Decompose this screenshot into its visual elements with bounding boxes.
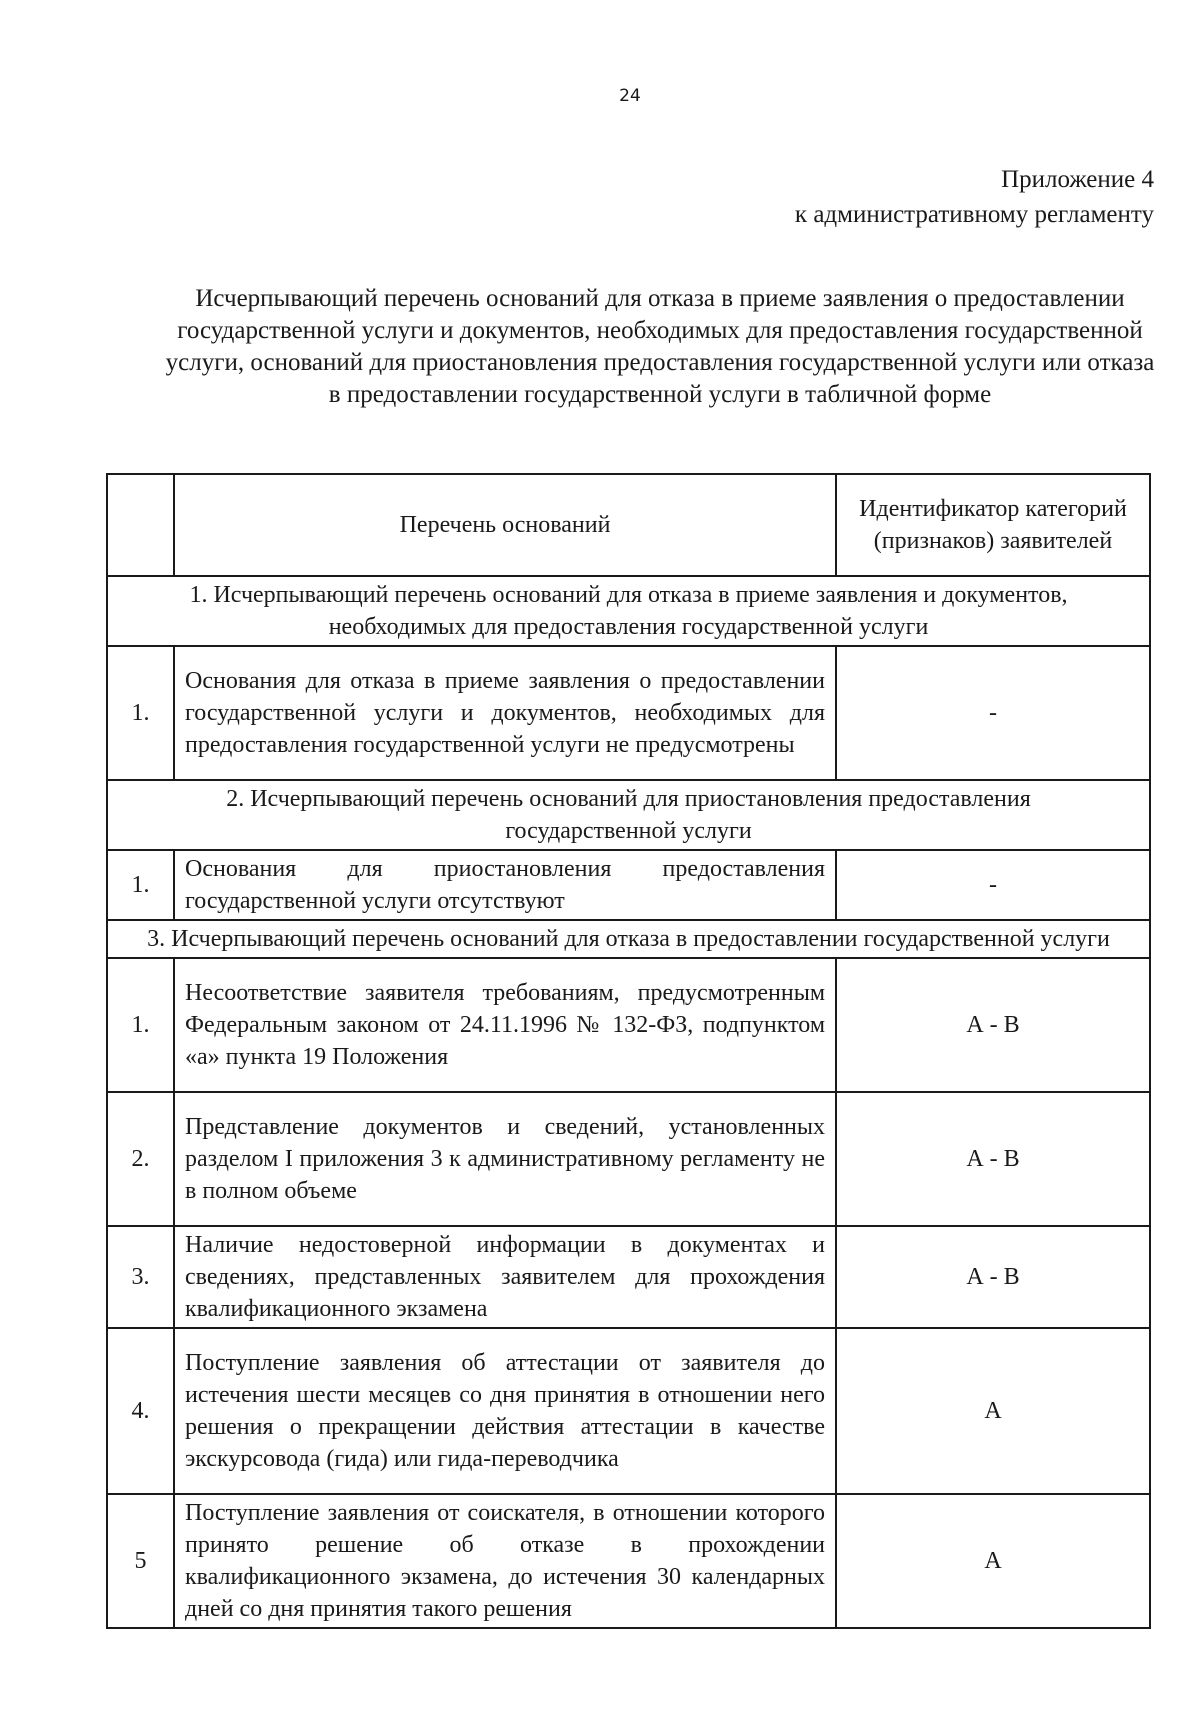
row-text: Основания для отказа в приеме заявления о предоставлении государственной услуги и документов, необходимых для предоставления государственной услуги не предусмотрены [174,646,836,780]
appendix-reference [795,162,1154,232]
row-text: Поступление заявления об аттестации от заявителя до истечения шести месяцев со дня принятия в отношении него решения о прекращении действия аттестации в качестве экскурсовода (гида) или гида-переводчика [174,1328,836,1494]
row-number: 4. [107,1328,174,1494]
row-number: 1. [107,958,174,1092]
header-grounds: Перечень оснований [174,474,836,576]
appendix-number: Приложение 4 [1001,166,1154,193]
table-row [107,1328,1150,1494]
header-identifier: Идентификатор категорий (признаков) заявителей [836,474,1150,576]
row-text: Поступление заявления от соискателя, в отношении которого принято решение об отказе в прохождении квалификационного экзамена, до истечения 30 календарных дней со дня принятия такого решения [174,1494,836,1628]
section-3-heading: 3. Исчерпывающий перечень оснований для отказа в предоставлении государственной услуги [107,920,1150,958]
row-number: 1. [107,850,174,920]
section-2-heading: 2. Исчерпывающий перечень оснований для приостановления предоставления государственной услуги [107,780,1150,850]
table-row [107,850,1150,920]
row-number: 5 [107,1494,174,1628]
row-text: Представление документов и сведений, установленных разделом I приложения 3 к административному регламенту не в полном объеме [174,1092,836,1226]
row-identifier: А - В [836,1226,1150,1328]
row-identifier: - [836,646,1150,780]
row-identifier: - [836,850,1150,920]
row-number: 2. [107,1092,174,1226]
table-row [107,958,1150,1092]
row-text: Наличие недостоверной информации в документах и сведениях, представленных заявителем для прохождения квалификационного экзамена [174,1226,836,1328]
table-row [107,1226,1150,1328]
table-header-row [107,474,1150,576]
page-number: 24 [619,86,641,106]
table-row [107,646,1150,780]
header-number [107,474,174,576]
section-heading-row [107,920,1150,958]
row-identifier: А [836,1328,1150,1494]
row-identifier: А [836,1494,1150,1628]
row-number: 3. [107,1226,174,1328]
section-heading-row [107,576,1150,646]
section-1-heading: 1. Исчерпывающий перечень оснований для отказа в приеме заявления и документов, необходимых для предоставления государственной услуги [107,576,1150,646]
appendix-regulation: к административному регламенту [794,201,1154,228]
document-title: Исчерпывающий перечень оснований для отказа в приеме заявления о предоставлении государственной услуги и документов, необходимых для предоставления государственной услуги, оснований для приостановления предоставления государственной услуги или отказа в предоставлении государственной услуги в табличной форме [165,285,1155,408]
row-text: Несоответствие заявителя требованиям, предусмотренным Федеральным законом от 24.11.1996 № 132-ФЗ, подпунктом «а» пункта 19 Положения [174,958,836,1092]
row-identifier: А - В [836,958,1150,1092]
row-text: Основания для приостановления предоставления государственной услуги отсутствуют [174,850,836,920]
grounds-table [106,473,1151,1629]
section-heading-row [107,780,1150,850]
row-number: 1. [107,646,174,780]
table-row [107,1092,1150,1226]
row-identifier: А - В [836,1092,1150,1226]
table-row [107,1494,1150,1628]
